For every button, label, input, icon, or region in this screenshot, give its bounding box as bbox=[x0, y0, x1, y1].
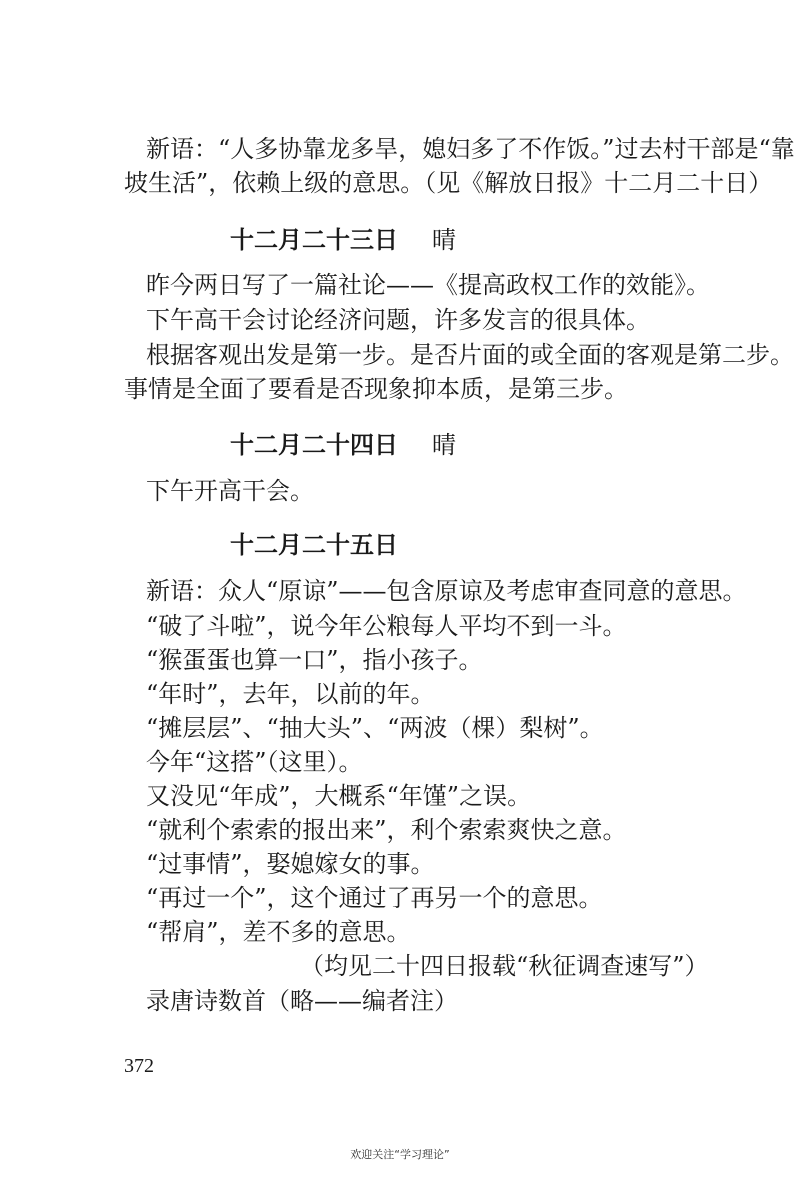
entry-2-line-1: 昨今两日写了一篇社论——《提高政权工作的效能》。 bbox=[146, 271, 710, 299]
entry-2-date: 十二月二十三日 bbox=[230, 226, 398, 254]
entry-3-date: 十二月二十四日 bbox=[230, 431, 398, 459]
entry-4-line: 又没见“年成”，大概系“年馑”之误。 bbox=[146, 782, 532, 810]
entry-4-date: 十二月二十五日 bbox=[230, 531, 398, 559]
entry-4-line: “猴蛋蛋也算一口”，指小孩子。 bbox=[146, 646, 483, 674]
entry-2-line-3: 根据客观出发是第一步。是否片面的或全面的客观是第二步。 bbox=[146, 341, 794, 369]
entry-4-line: “破了斗啦”，说今年公粮每人平均不到一斗。 bbox=[146, 612, 627, 640]
entry-3-weather: 晴 bbox=[432, 431, 456, 459]
entry-3-line-1: 下午开高干会。 bbox=[146, 477, 314, 505]
entry-4-line: “年时”，去年，以前的年。 bbox=[146, 680, 435, 708]
entry-2-heading bbox=[230, 225, 456, 255]
entry-2-weather: 晴 bbox=[432, 226, 456, 254]
entry-1-line-1: 新语：“人多协靠龙多旱，媳妇多了不作饭。”过去村干部是“靠 bbox=[146, 135, 795, 163]
entry-4-line: 新语：众人“原谅”——包含原谅及考虑审查同意的意思。 bbox=[146, 577, 747, 605]
entry-4-line: “再过一个”，这个通过了再另一个的意思。 bbox=[146, 884, 603, 912]
page-number: 372 bbox=[124, 1055, 154, 1077]
entry-4-line: “就利个索索的报出来”，利个索索爽快之意。 bbox=[146, 816, 627, 844]
entry-2-line-2: 下午高干会讨论经济问题，许多发言的很具体。 bbox=[146, 306, 650, 334]
entry-4-last-line: 录唐诗数首（略——编者注） bbox=[146, 987, 458, 1015]
entry-4-heading bbox=[230, 530, 398, 560]
footer-watermark: 欢迎关注“学习理论” bbox=[350, 1148, 450, 1161]
entry-4-line: “摊层层”、“抽大头”、“两波（棵）梨树”。 bbox=[146, 714, 604, 742]
entry-1-line-2: 坡生活”，依赖上级的意思。（见《解放日报》十二月二十日） bbox=[124, 169, 773, 197]
entry-3-heading bbox=[230, 430, 456, 460]
entry-4-line: “过事情”，娶媳嫁女的事。 bbox=[146, 850, 435, 878]
source-note: （均见二十四日报载“秋征调查速写”） bbox=[300, 952, 709, 980]
entry-4-line: 今年“这搭”（这里）。 bbox=[146, 748, 363, 776]
entry-4-line: “帮肩”，差不多的意思。 bbox=[146, 918, 411, 946]
entry-2-line-4: 事情是全面了要看是否现象抑本质，是第三步。 bbox=[124, 375, 628, 403]
